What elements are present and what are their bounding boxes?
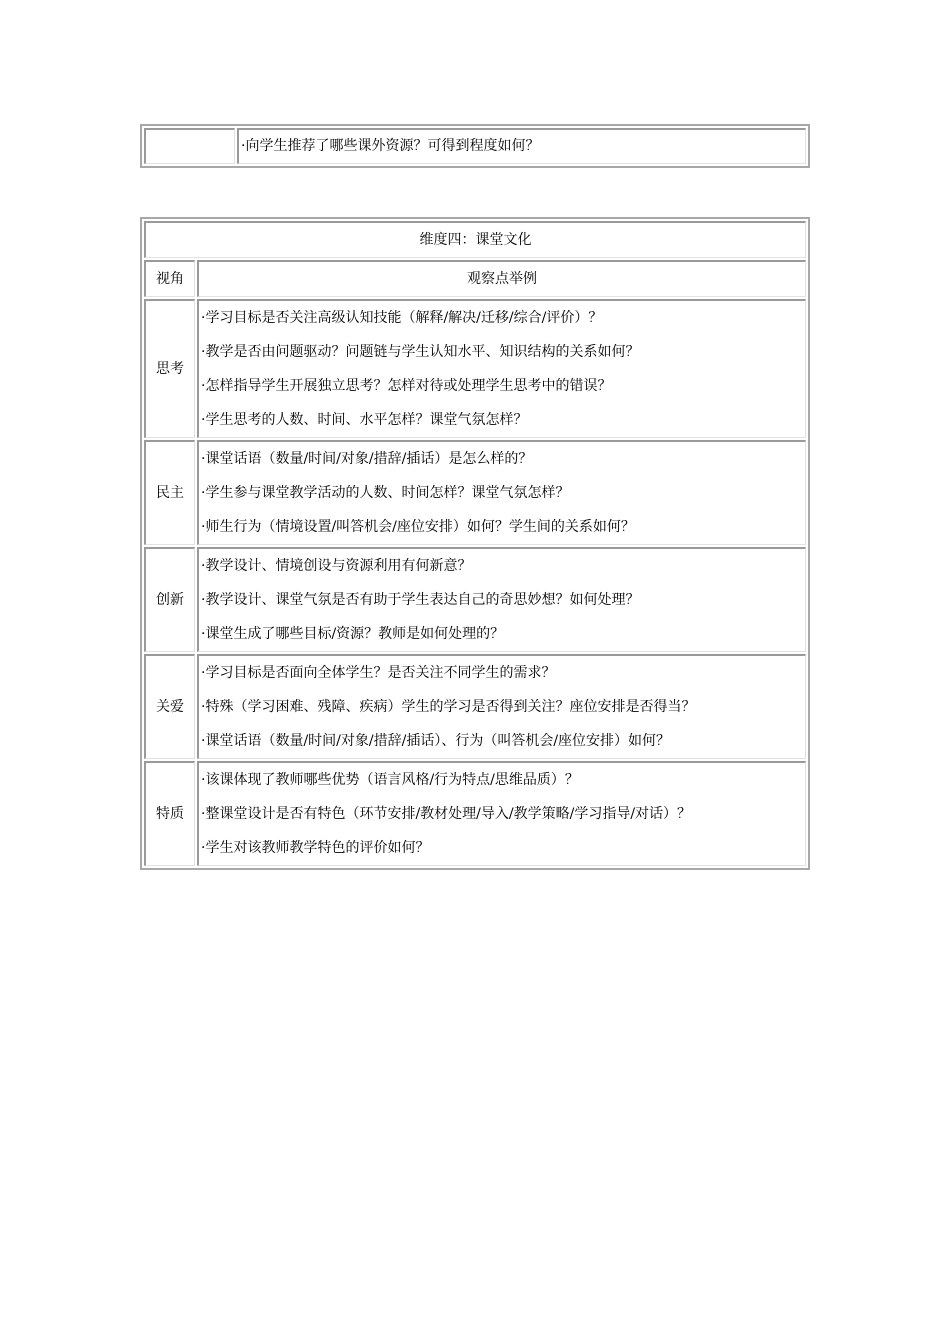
table-row xyxy=(144,761,806,866)
resource-table xyxy=(140,124,810,168)
list-item: ·师生行为（情境设置/叫答机会/座位安排）如何？学生间的关系如何？ xyxy=(201,519,635,535)
classroom-culture-table xyxy=(140,217,810,870)
table-row xyxy=(144,440,806,545)
table-row xyxy=(144,547,806,652)
list-item: ·教学设计、情境创设与资源利用有何新意？ xyxy=(201,558,472,574)
row-items xyxy=(197,761,806,866)
table-title-row xyxy=(144,221,806,258)
table-row xyxy=(144,128,806,164)
list-item: ·该课体现了教师哪些优势（语言风格/行为特点/思维品质）？ xyxy=(201,772,579,788)
list-item: ·学习目标是否关注高级认知技能（解释/解决/迁移/综合/评价）？ xyxy=(201,310,603,326)
list-item: ·课堂话语（数量/时间/对象/措辞/插话）、行为（叫答机会/座位安排）如何？ xyxy=(201,733,671,749)
list-item: ·课堂生成了哪些目标/资源？教师是如何处理的？ xyxy=(201,626,505,642)
row-label: 特质 xyxy=(144,761,195,866)
list-item: ·学习目标是否面向全体学生？是否关注不同学生的需求？ xyxy=(201,665,556,681)
row-items xyxy=(197,440,806,545)
table-title: 维度四：课堂文化 xyxy=(144,221,806,258)
list-item: ·教学是否由问题驱动？问题链与学生认知水平、知识结构的关系如何？ xyxy=(201,344,640,360)
list-item: ·怎样指导学生开展独立思考？怎样对待或处理学生思考中的错误？ xyxy=(201,378,612,394)
table-row xyxy=(144,299,806,438)
list-item: ·教学设计、课堂气氛是否有助于学生表达自己的奇思妙想？如何处理？ xyxy=(201,592,640,608)
row-items xyxy=(197,299,806,438)
row-items xyxy=(197,547,806,652)
row-label: 思考 xyxy=(144,299,195,438)
list-item: ·学生思考的人数、时间、水平怎样？课堂气氛怎样？ xyxy=(201,412,528,428)
column-header-points: 观察点举例 xyxy=(197,260,806,297)
empty-cell xyxy=(144,128,235,164)
table-row xyxy=(144,654,806,759)
list-item: ·课堂话语（数量/时间/对象/措辞/插话）是怎么样的？ xyxy=(201,451,533,467)
row-label: 关爱 xyxy=(144,654,195,759)
list-item: ·学生参与课堂教学活动的人数、时间怎样？课堂气氛怎样？ xyxy=(201,485,570,501)
list-item: ·整课堂设计是否有特色（环节安排/教材处理/导入/教学策略/学习指导/对话）？ xyxy=(201,806,692,822)
list-item: ·学生对该教师教学特色的评价如何？ xyxy=(201,840,430,856)
column-header-view: 视角 xyxy=(144,260,195,297)
resource-item: ·向学生推荐了哪些课外资源？可得到程度如何？ xyxy=(237,128,806,164)
row-label: 创新 xyxy=(144,547,195,652)
list-item: ·特殊（学习困难、残障、疾病）学生的学习是否得到关注？座位安排是否得当？ xyxy=(201,699,696,715)
row-label: 民主 xyxy=(144,440,195,545)
table-header-row xyxy=(144,260,806,297)
row-items xyxy=(197,654,806,759)
